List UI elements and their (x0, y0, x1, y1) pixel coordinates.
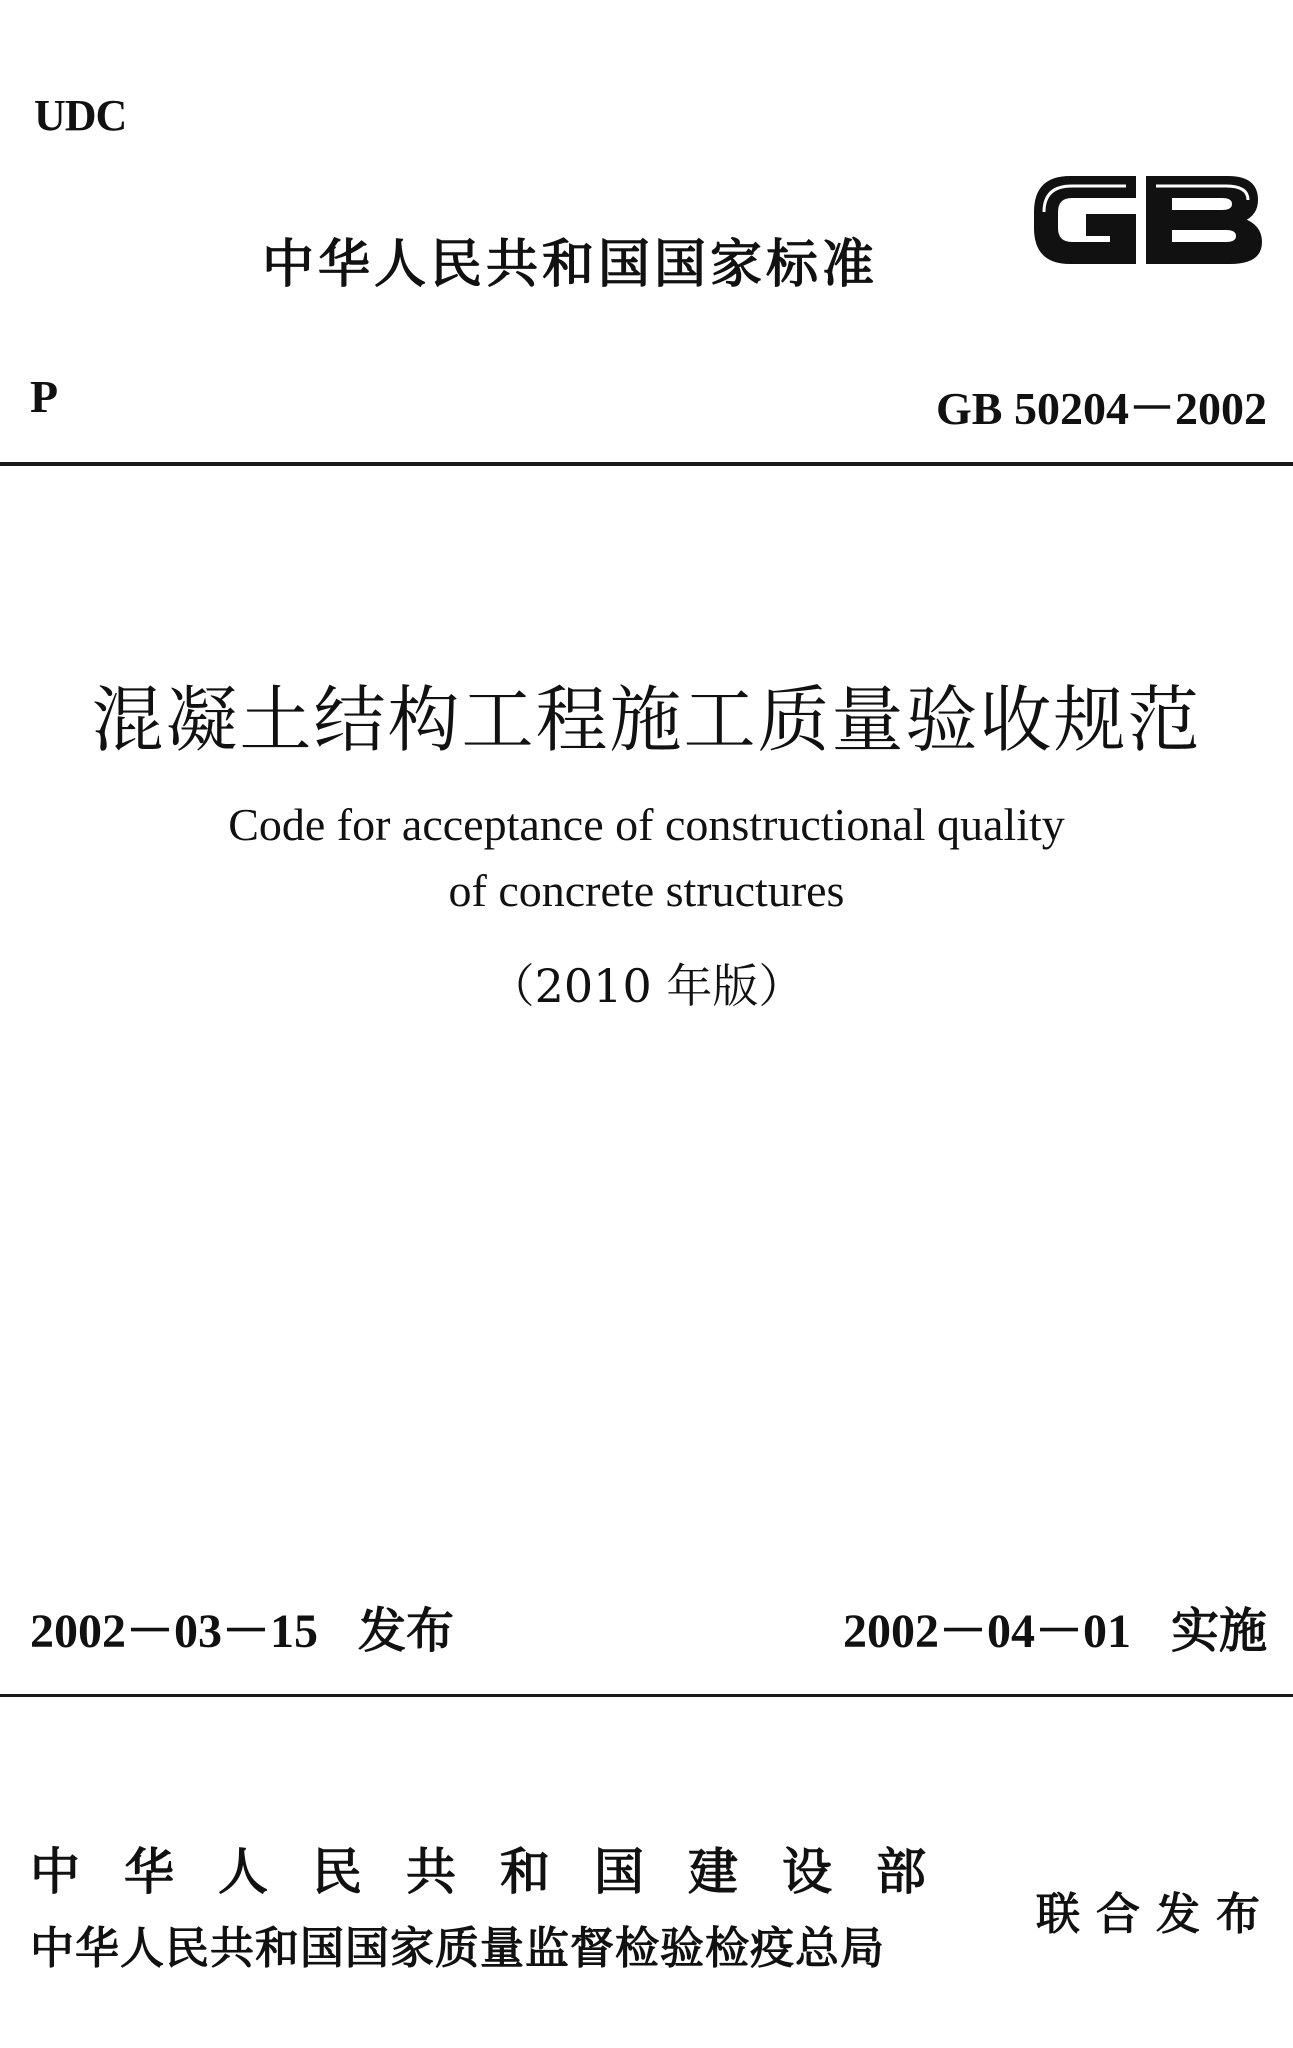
implement-date: 2002－04－01 (842, 1605, 1131, 1658)
edition-label: （2010 年版） (488, 959, 805, 1013)
issue-date-block (30, 1592, 454, 1661)
issue-label: 发布 (358, 1603, 455, 1659)
title-english-line1: Code for acceptance of constructional quality (228, 799, 1065, 850)
gb-logo-g (1036, 178, 1134, 262)
implement-date-block (843, 1592, 1267, 1661)
national-standard-heading: 中华人民共和国国家标准 (262, 235, 879, 295)
classification-code: P (30, 371, 59, 422)
publisher-ministry: 中华人民共和国建设部 (30, 1843, 970, 1901)
bottom-divider (0, 1694, 1293, 1697)
title-english (0, 792, 1293, 924)
title-english-line2: of concrete structures (448, 865, 845, 916)
implement-label: 实施 (1170, 1603, 1267, 1659)
issue-date: 2002－03－15 (30, 1605, 319, 1658)
standard-number: GB 50204－2002 (936, 383, 1267, 434)
joint-publish-label: 联合发布 (1036, 1889, 1276, 1940)
top-divider (0, 462, 1293, 466)
publisher-aqsiq: 中华人民共和国国家质量监督检验检疫总局 (30, 1923, 885, 1974)
title-chinese: 混凝土结构工程施工质量验收规范 (91, 678, 1202, 762)
gb-logo (1022, 154, 1270, 286)
udc-label: UDC (34, 91, 127, 140)
